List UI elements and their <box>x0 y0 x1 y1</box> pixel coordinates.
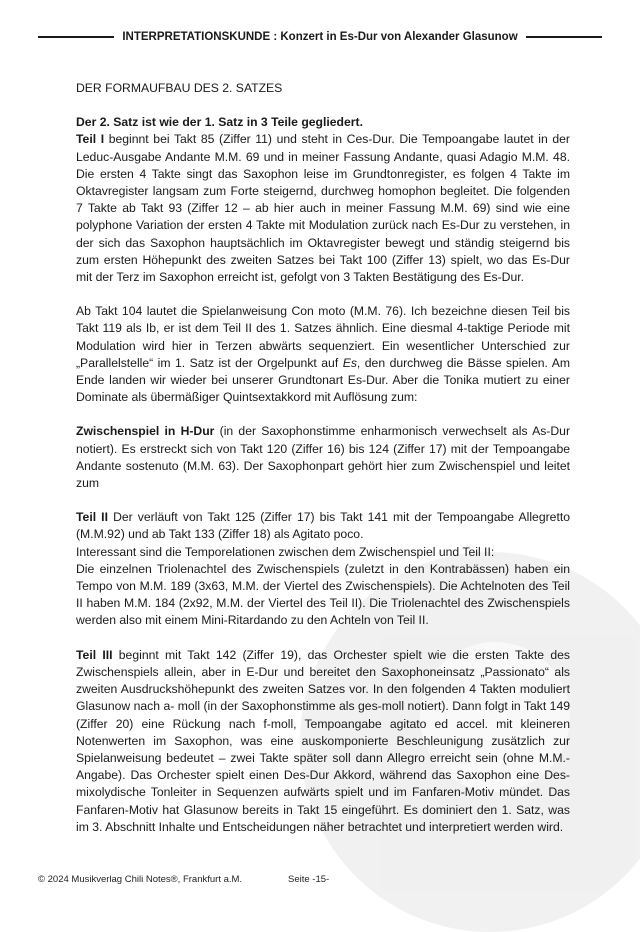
teil-3-text: beginnt mit Takt 142 (Ziffer 19), das Orchester spielt wie die ersten Takte des Zwischenspiels allein, aber in E-Dur und bereitet den Saxophoneinsatz „Passionato“ als zweiten Ausdruckshöhepunkt des zweiten Satzes vor. In den folgenden 4 Takten moduliert Glasunow nach a- moll (in der Saxophonstimme als ges-moll notiert). Dann folgt in Takt 149 (Ziffer 20) eine Rückung nach f-moll, Tempoangabe agitato ed accel. mit kleineren Notenwerten im Saxophon, was eine auskomponierte Beschleunigung zusätzlich zur Spielanweisung bedeutet – zwei Takte später soll dann Allegro erreicht sein (ohne M.M.-Angabe). Das Orchester spielt einen Des-Dur Akkord, während das Saxophon eine Des-mixolydische Tonleiter in Sequenzen aufwärts spielt und im Fanfaren-Motiv mündet. Das Fanfaren-Motiv hat Glasunow bereits in Takt 15 eingeführt. Es dominiert den 1. Satz, was im 3. Abschnitt Inhalte und Entscheidungen näher betrachtet und interpretiert werden wird. <box>76 647 570 834</box>
intro-bold: Der 2. Satz ist wie der 1. Satz in 3 Teile gegliedert. <box>76 115 363 130</box>
teil-2-label: Teil II <box>76 510 108 525</box>
takt-104-text-a: Ab Takt 104 lautet die Spielanweisung Con moto (M.M. 76). Ich bezeichne diesen Teil bis Takt 119 als Ib, er ist dem Teil II des 1. Satzes ähnlich. Eine diesmal 4-taktige Periode mit Modulation wird hier in Terzen abwärts sequenziert. Ein wesentlicher Unterschied zur „Parallelstelle“ im 1. Satz ist der Orgelpunkt auf <box>76 304 570 370</box>
zwischenspiel-label: Zwischenspiel in H-Dur <box>76 424 215 439</box>
header-title: INTERPRETATIONSKUNDE : Konzert in Es-Dur von Alexander Glasunow <box>122 31 518 43</box>
teil-2-line-3: Die einzelnen Triolenachtel des Zwischenspiels (zuletzt in den Kontrabässen) haben ein Tempo von M.M. 189 (3x63, M.M. der Viertel des Zwischenspiels). Die Achtelnoten des Teil II haben M.M. 184 (2x92, M.M. der Viertel des Teil II). Die Triolenachtel des Zwischenspiels werden also mit einem Mini-Ritardando zu den Achteln von Teil II. <box>76 561 570 628</box>
footer-page-number: Seite -15- <box>288 874 330 885</box>
paragraph-teil-2 <box>76 509 570 629</box>
paragraph-teil-3 <box>76 647 570 836</box>
teil-3-label: Teil III <box>76 647 113 662</box>
paragraph-zwischenspiel <box>76 423 570 492</box>
header-rule-left <box>38 36 114 38</box>
section-heading: DER FORMAUFBAU DES 2. SATZES <box>76 81 283 95</box>
paragraph-takt-104 <box>76 303 570 406</box>
zwischenspiel-text: (in der Saxophonstimme enharmonisch verwechselt als As-Dur notiert). Es erstreckt sich von Takt 120 (Ziffer 16) bis 124 (Ziffer 17) mit der Tempoangabe Andante sostenuto (M.M. 63). Der Saxophonpart gehört hier zum Zwischenspiel und leitet zum <box>76 424 571 491</box>
page-content <box>76 80 570 853</box>
teil-1-label: Teil I <box>76 132 105 147</box>
teil-1-text: beginnt bei Takt 85 (Ziffer 11) und steht in Ces-Dur. Die Tempoangabe lautet in der Leduc-Ausgabe Andante M.M. 69 und in meiner Fassung Andante, quasi Adagio M.M. 48. Die ersten 4 Takte singt das Saxophon leise im Grundtonregister, es folgen 4 Takte im Oktavregister langsam zum Forte steigernd, durchweg homophon begleitet. Die folgenden 7 Takte ab Takt 93 (Ziffer 12 – ab hier auch in meiner Fassung M.M. 69) sind wie eine polyphone Variation der ersten 4 Takte mit Modulation zurück nach Es-Dur zu verstehen, in der sich das Saxophon hauptsächlich im Oktavregister bewegt und ständig steigernd bis zum ersten Höhepunkt des zweiten Satzes bei Takt 100 (Ziffer 13) spielt, wo das Es-Dur mit der Terz im Saxophon erreicht ist, gefolgt von 3 Takten Bestätigung des Es-Dur. <box>76 132 570 285</box>
page-header <box>38 26 602 48</box>
teil-2-line-2: Interessant sind die Temporelationen zwischen dem Zwischenspiel und Teil II: <box>76 544 495 559</box>
takt-104-text-b: , den durchweg die Bässe spielen. Am Ende landen wir wieder bei unserer Grundtonart Es-Dur. Aber die Tonika mutiert zu einer Dominate als übermäßiger Quintsextakkord mit Auflösung zum: <box>76 355 571 405</box>
header-rule-right <box>526 36 602 38</box>
teil-2-text: Der verläuft von Takt 125 (Ziffer 17) bis Takt 141 mit der Tempoangabe Allegretto (M.M.92) und ab Takt 133 (Ziffer 18) als Agitato poco. <box>76 510 570 542</box>
page-footer <box>38 874 438 885</box>
paragraph-intro <box>76 114 570 131</box>
footer-copyright: © 2024 Musikverlag Chili Notes®, Frankfurt a.M. <box>38 874 243 885</box>
takt-104-italic: Es <box>342 355 357 370</box>
paragraph-teil-1 <box>76 131 570 286</box>
